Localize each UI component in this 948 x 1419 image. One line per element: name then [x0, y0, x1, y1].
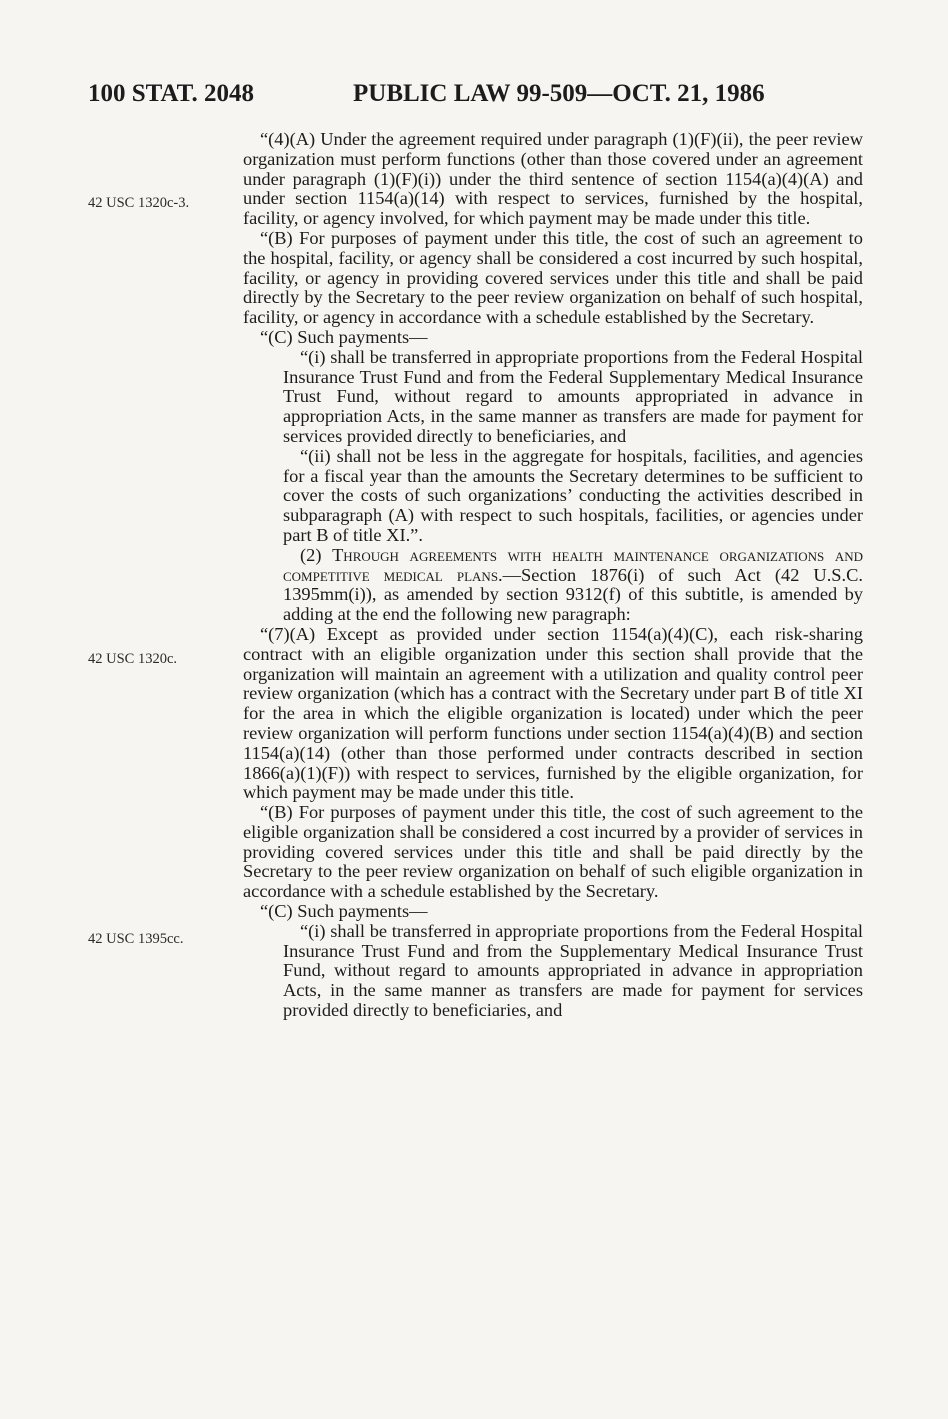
- paragraph-4b: “(B) For purposes of payment under this title, the cost of such an agreement to the hospital, facility, or agency shall be considered a cost incurred by such hospital, facility, or agency in providing covered services under this title and shall be paid directly by the Secretary to the peer review organization on behalf of such hospital, facility, or agency in accordance with a schedule established by the Secretary.: [243, 227, 863, 328]
- paragraph-4c: “(C) Such payments—: [260, 326, 428, 347]
- paragraph-7c: “(C) Such payments—: [260, 901, 428, 922]
- paragraph-7b: “(B) For purposes of payment under this title, the cost of such agreement to the eligible organization shall be considered a cost incurred by a provider of services in providing covered services under this title and shall be paid directly by the Secretary to the peer review organization on behalf of such eligible organization in accordance with a schedule established by the Secretary.: [243, 802, 863, 902]
- paragraph-2: [243, 546, 863, 625]
- statute-citation: 100 STAT. 2048: [88, 80, 254, 107]
- body-text: [243, 130, 863, 1021]
- paragraph-4a: “(4)(A) Under the agreement required under paragraph (1)(F)(ii), the peer review organization must perform functions (other than those covered under an agreement under paragraph (1)(F)(i)) under the third sentence of section 1154(a)(4)(A) and under section 1154(a)(14) with respect to services, furnished by the hospital, facility, or agency involved, for which payment may be made under this title.: [243, 129, 863, 229]
- margin-note-1320c: 42 USC 1320c.: [88, 651, 178, 667]
- margin-note-1320c-3: 42 USC 1320c-3.: [88, 195, 190, 211]
- paragraph-2-heading: Through agreements with health maintenance organizations and competitive medical plans.: [283, 544, 863, 585]
- paragraph-7a: “(7)(A) Except as provided under section 1154(a)(4)(C), each risk-sharing contract with an eligible organization under this section shall provide that the organization will maintain an agreement with a utilization and quality control peer review organization (which has a contract with the Secretary under part B of title XI for the area in which the eligible organization is located) under which the peer review organization will perform functions under section 1154(a)(4)(B) and section 1154(a)(14) (other than those performed under contracts described in section 1866(a)(1)(F)) with respect to services, furnished by the eligible organization, for which payment may be made under this title.: [243, 623, 863, 803]
- clause-4c-ii: “(ii) shall not be less in the aggregate for hospitals, facilities, and agencies for a fiscal year than the amounts the Secretary determines to be sufficient to cover the costs of such organizations’ conducting the activities described in subparagraph (A) with respect to such hospitals, facilities, or agencies under part B of title XI.”.: [283, 445, 863, 545]
- margin-note-1395cc: 42 USC 1395cc.: [88, 931, 184, 947]
- clause-4c-i: “(i) shall be transferred in appropriate proportions from the Federal Hospital Insurance Trust Fund and from the Federal Supplementary Medical Insurance Trust Fund, without regard to amounts appropriated in advance in appropriation Acts, in the same manner as transfers are made for payment for services provided directly to beneficiaries, and: [283, 346, 863, 446]
- paragraph-2-number: (2): [300, 544, 333, 565]
- clause-7c-i: “(i) shall be transferred in appropriate proportions from the Federal Hospital Insurance Trust Fund and from the Supplementary Medical Insurance Trust Fund, without regard to amounts appropriated in advance in appropriation Acts, in the same manner as transfers are made for payment for services provided directly to beneficiaries, and: [283, 920, 863, 1021]
- paragraph-2-text: —Section 1876(i) of such Act (42 U.S.C. 1395mm(i)), as amended by section 9312(f) of this subtitle, is amended by adding at the end the following new paragraph:: [283, 564, 863, 625]
- page-title: PUBLIC LAW 99-509—OCT. 21, 1986: [353, 80, 765, 107]
